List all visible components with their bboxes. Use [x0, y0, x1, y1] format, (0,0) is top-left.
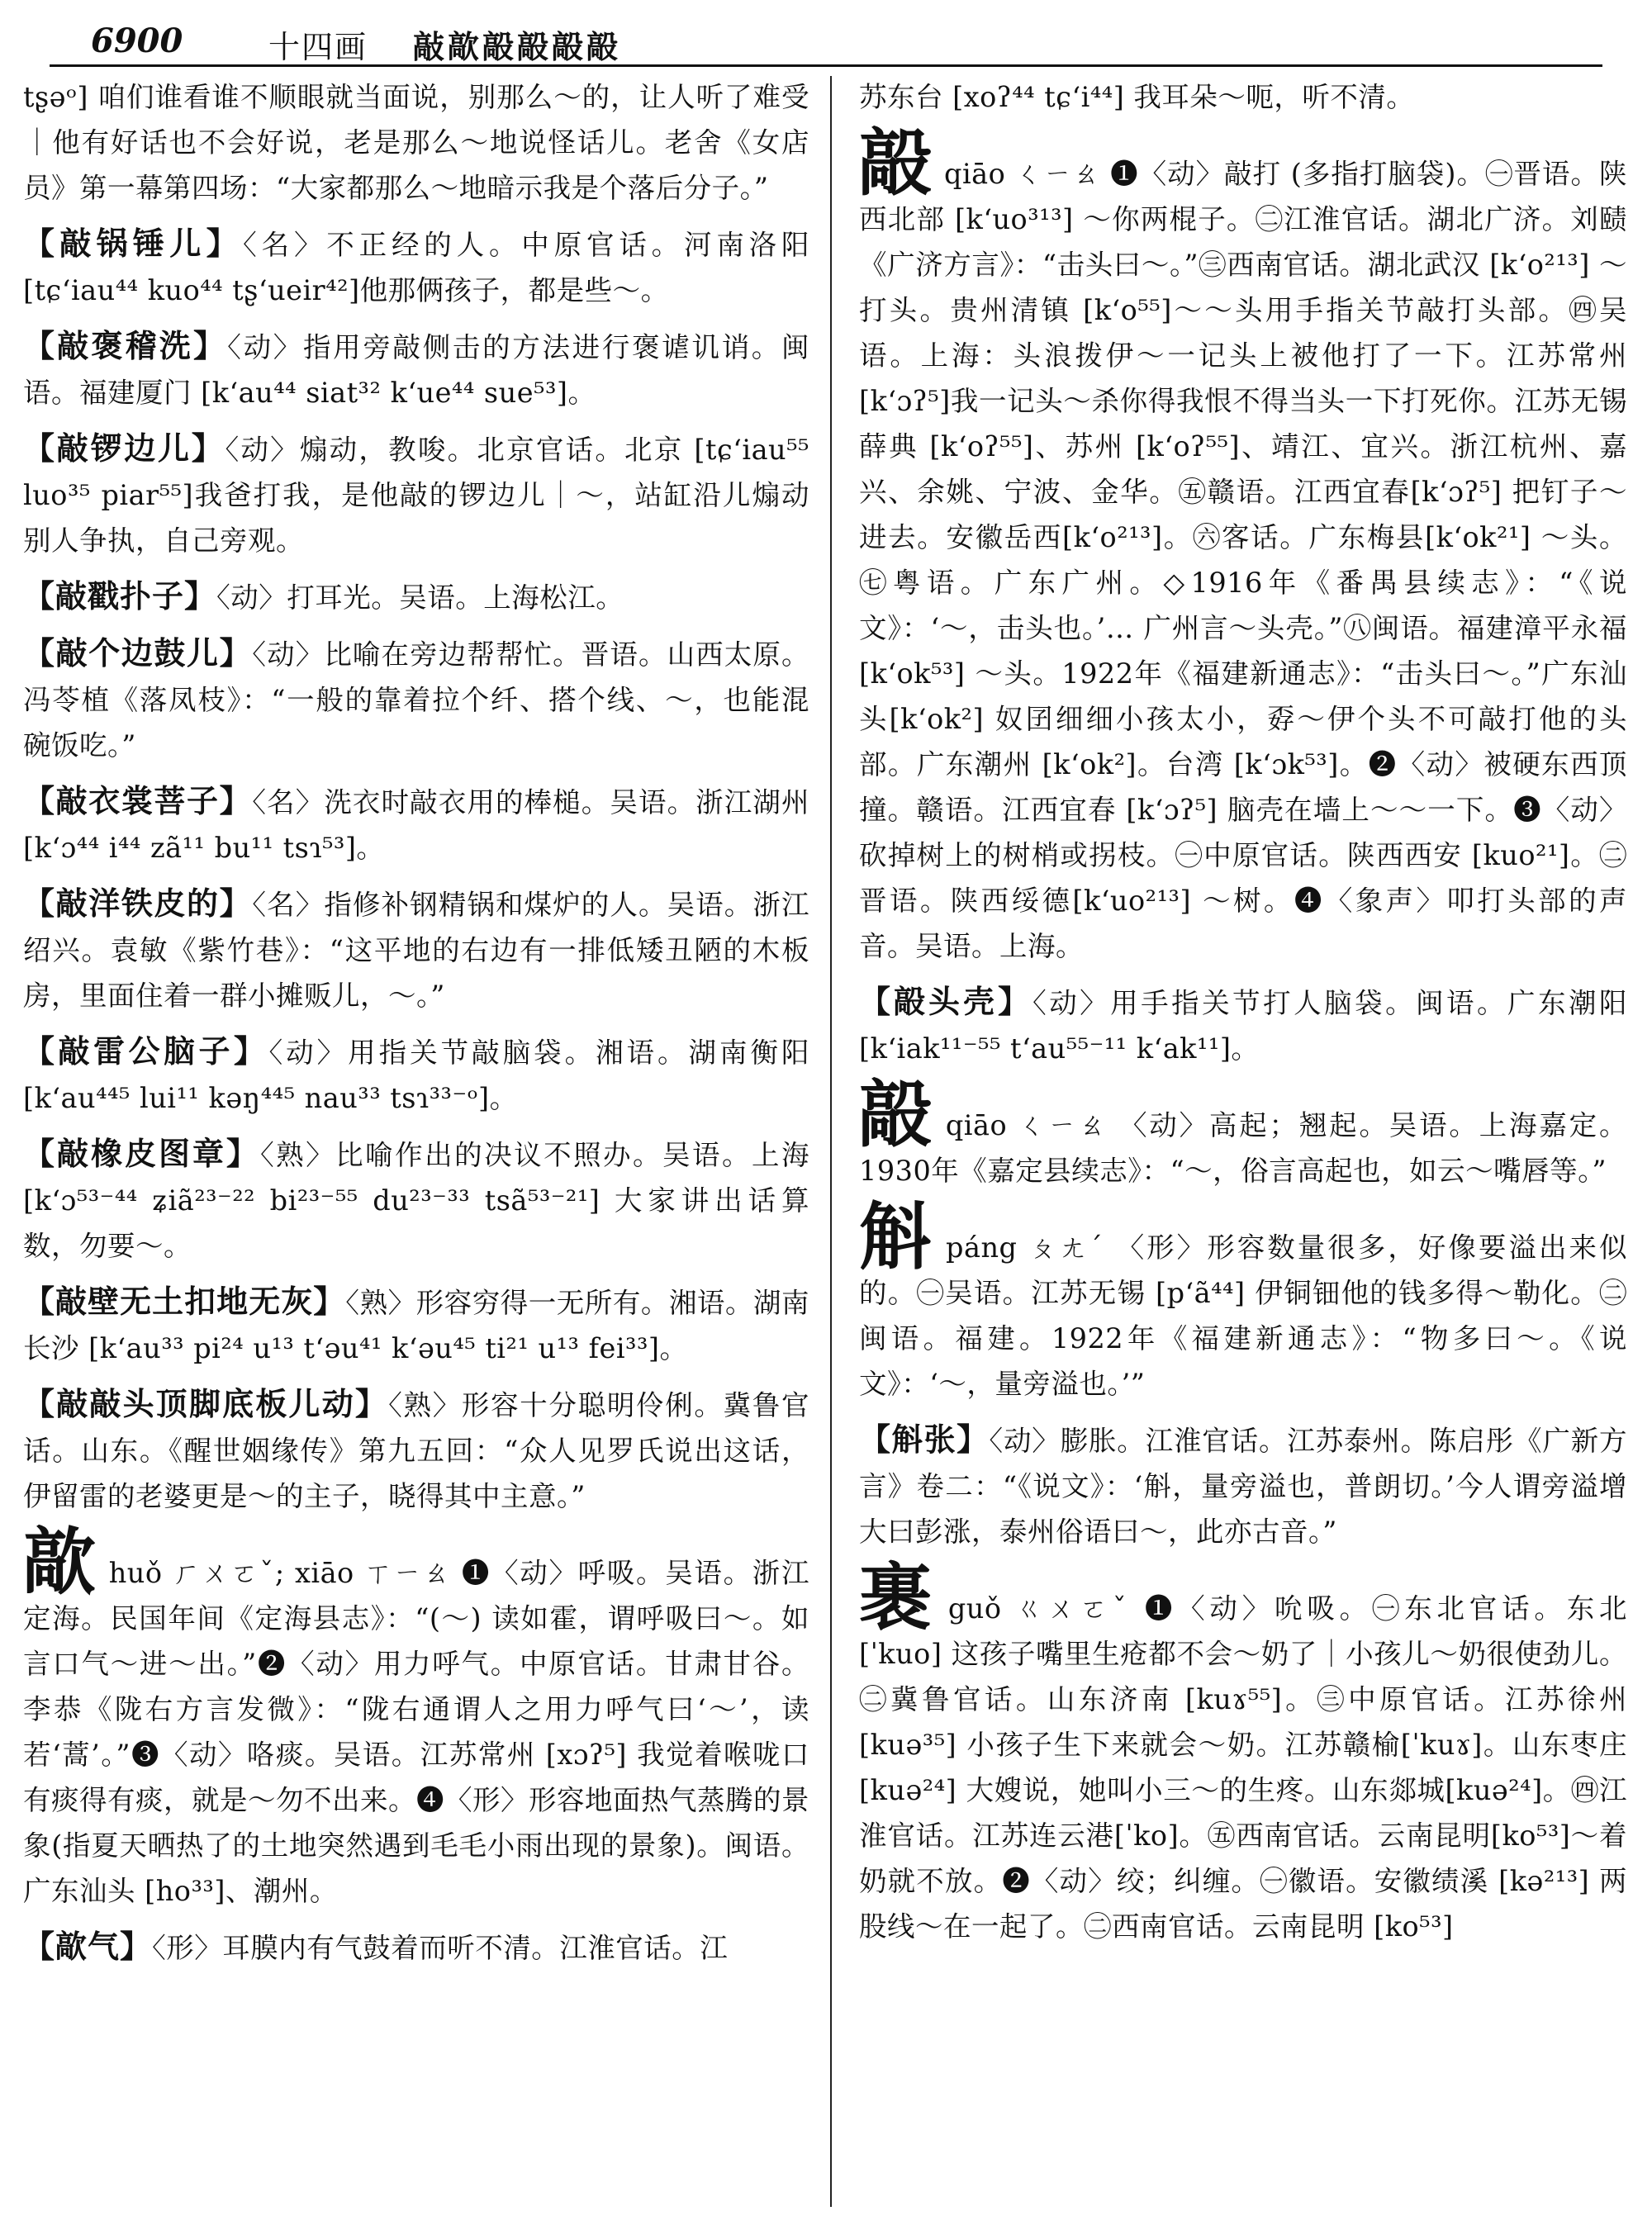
entry-3: 【敲锣边儿】〈动〉煽动，教唆。北京官话。北京 [tɕʻiau⁵⁵ luo³⁵ piar⁵⁵]我爸打我，是他敲的锣边儿｜～，站缸沿儿煽动别人争执，自己旁观。	[23, 429, 809, 557]
headword-2: 毃qiāo ㄑㄧㄠ ❶〈动〉敲打 (多指打脑袋)。㊀晋语。陕西北部 [kʻuo³¹³] ～你两棍子。㊁江淮官话。湖北广济。刘赜《广济方言》：“击头曰～。”㊂西南官话。湖北武汉 [kʻo²¹³] ～打头。贵州清镇 [kʻo⁵⁵]～～头用手指关节敲打头部。㊃吴语。上海：头浪拨伊～一记头上被他打了一下。江苏常州[kʻɔʔ⁵]我一记头～杀你得我恨不得当头一下打死你。江苏无锡薛典 [kʻoʔ⁵⁵]、苏州 [kʻoʔ⁵⁵]、靖江、宜兴。浙江杭州、嘉兴、余姚、宁波、金华。㊄赣语。江西宜春[kʻɔʔ⁵] 把钉子～进去。安徽岳西[kʻo²¹³]。㊅客话。广东梅县[kʻok²¹] ～头。㊆粤语。广东广州。◇1916年《番禺县续志》：“《说文》：‘～，击头也。’… 广州言～头壳。”㊇闽语。福建漳平永福 [kʻok⁵³] ～头。1922年《福建新通志》：“击头曰～。”广东汕头[kʻok²] 奴囝细细小孩太小，孬～伊个头不可敲打他的头部。广东潮州 [kʻok²]。台湾 [kʻɔk⁵³]。❷〈动〉被硬东西顶撞。赣语。江西宜春 [kʻɔʔ⁵] 脑壳在墙上～～一下。❸〈动〉砍掉树上的树梢或拐枝。㊀中原官话。陕西西安 [kuo²¹]。㊁晋语。陕西绥德[kʻuo²¹³] ～树。❹〈象声〉叩打头部的声音。吴语。上海。	[859, 120, 1627, 962]
para-continuation: tʂəᵒ] 咱们谁看谁不顺眼就当面说，别那么～的，让人听了难受｜他有好话也不会好说，老是那么～地说怪话儿。老舍《女店员》第一幕第四场：“大家都那么～地暗示我是个落后分子。”	[23, 81, 809, 204]
headword-char: 歊	[23, 1519, 97, 1605]
entry-11: 【敲敲头顶脚底板儿动】〈熟〉形容十分聪明伶俐。冀鲁官话。山东。《醒世姻缘传》第九五回：“众人见罗氏说出这话，伊留雷的老婆更是～的主子，晓得其中主意。”	[23, 1385, 809, 1512]
headword-3: 毃qiāo ㄑㄧㄠ 〈动〉高起；翘起。吴语。上海嘉定。1930年《嘉定县续志》：“～，俗言高起也，如云～嘴唇等。”	[859, 1071, 1627, 1187]
entry-2: 【敲褒稽洗】〈动〉指用旁敲侧击的方法进行褒谑讥诮。闽语。福建厦门 [kʻau⁴⁴ siat³² kʻue⁴⁴ sue⁵³]。	[23, 327, 809, 409]
headword-char: 毃	[859, 120, 933, 206]
entry-9: 【敲橡皮图章】〈熟〉比喻作出的决议不照办。吴语。上海 [kʻɔ⁵³⁻⁴⁴ ʑiã²³⁻²² bi²³⁻⁵⁵ du²³⁻³³ tsã⁵³⁻²¹] 大家讲出话算数，勿要～。	[23, 1135, 809, 1262]
entry-8: 【敲雷公脑子】〈动〉用指关节敲脑袋。湘语。湖南衡阳[kʻau⁴⁴⁵ lui¹¹ kəŋ⁴⁴⁵ nau³³ tsɿ³³⁻ᵒ]。	[23, 1032, 809, 1114]
stroke-section: 十四画	[268, 29, 368, 65]
entry-6: 【敲衣裳菩子】〈名〉洗衣时敲衣用的棒槌。吴语。浙江湖州 [kʻɔ⁴⁴ i⁴⁴ zã¹¹ bu¹¹ tsɿ⁵³]。	[23, 782, 809, 864]
entry-12: 【歊气】〈形〉耳膜内有气鼓着而听不清。江淮官话。江	[23, 1928, 729, 1965]
entry-4: 【敲戳扑子】〈动〉打耳光。吴语。上海松江。	[23, 577, 624, 614]
entry-10: 【敲壁无土扣地无灰】〈熟〉形容穷得一无所有。湘语。湖南长沙 [kʻau³³ pi²⁴ u¹³ tʻəu⁴¹ kʻəu⁴⁵ ti²¹ u¹³ fei³³]。	[23, 1283, 809, 1364]
headword-char: 裹	[859, 1554, 937, 1640]
entry-7: 【敲洋铁皮的】〈名〉指修补钢精锅和煤炉的人。吴语。浙江绍兴。袁敏《紫竹巷》：“这平地的右边有一排低矮丑陋的木板房，里面住着一群小摊贩儿，～。”	[23, 885, 809, 1012]
column-divider	[830, 76, 832, 2207]
headword-char: 斛	[859, 1193, 935, 1279]
header-headwords: 敲歊毃毃毃毃	[413, 28, 622, 65]
headword-char: 毃	[859, 1071, 934, 1157]
para-continuation: 苏东台 [xoʔ⁴⁴ tɕʻi⁴⁴] 我耳朵～呃，听不清。	[859, 81, 1415, 113]
left-column	[23, 74, 809, 2213]
right-column	[859, 74, 1627, 2213]
entry-14: 【斛张】〈动〉膨胀。江淮官话。江苏泰州。陈启彤《广新方言》卷二：“《说文》：‘斛，量旁溢也，普朗切。’今人谓旁溢增大曰彭涨，泰州俗语曰～，此亦古音。”	[859, 1421, 1627, 1548]
entry-13: 【毃头壳】〈动〉用手指关节打人脑袋。闽语。广东潮阳 [kʻiak¹¹⁻⁵⁵ tʻau⁵⁵⁻¹¹ kʻak¹¹]。	[859, 983, 1627, 1065]
headword-5: 裹guǒ ㄍㄨㄛˇ ❶〈动〉吮吸。㊀东北官话。东北 [ˈkuo] 这孩子嘴里生疮都不会～奶了｜小孩儿～奶很使劲儿。㊁冀鲁官话。山东济南 [kuɤ⁵⁵]。㊂中原官话。江苏徐州 [kuə³⁵] 小孩子生下来就会～奶。江苏赣榆[ˈkuɤ]。山东枣庄[kuə²⁴] 大嫂说，她叫小三～的生疼。山东郯城[kuə²⁴]。㊃江淮官话。江苏连云港[ˈko]。㊄西南官话。云南昆明[ko⁵³]～着奶就不放。❷〈动〉绞；纠缠。㊀徽语。安徽绩溪 [kə²¹³] 两股线～在一起了。㊁西南官话。云南昆明 [ko⁵³]	[859, 1554, 1627, 1943]
entry-5: 【敲个边鼓儿】〈动〉比喻在旁边帮帮忙。晋语。山西太原。冯苓植《落凤枝》：“一般的靠着拉个纤、搭个线、～，也能混碗饭吃。”	[23, 634, 809, 762]
headword-1: 歊huǒ ㄏㄨㄛˇ; xiāo ㄒㄧㄠ ❶〈动〉呼吸。吴语。浙江定海。民国年间《定海县志》：“(～) 读如霍，谓呼吸曰～。如言口气～进～出。”❷〈动〉用力呼气。中原官话。甘肃甘谷。李恭《陇右方言发微》：“陇右通谓人之用力呼气曰‘～’，读若‘蒿’。”❸〈动〉咯痰。吴语。江苏常州 [xɔʔ⁵] 我觉着喉咙口有痰得有痰，就是～勿不出来。❹〈形〉形容地面热气蒸腾的景象(指夏天晒热了的土地突然遇到毛毛小雨出现的景象)。闽语。广东汕头 [ho³³]、潮州。	[23, 1519, 809, 1907]
page-number: 6900	[91, 21, 183, 60]
page-header	[50, 15, 1602, 67]
entry-1: 【敲锅锤儿】〈名〉不正经的人。中原官话。河南洛阳 [tɕʻiau⁴⁴ kuo⁴⁴ tʂʻueir⁴²]他那俩孩子，都是些～。	[23, 225, 809, 306]
headword-4: 斛páng ㄆㄤˊ 〈形〉形容数量很多，好像要溢出来似的。㊀吴语。江苏无锡 [pʻã⁴⁴] 伊铜钿他的钱多得～勒化。㊁闽语。福建。1922年《福建新通志》：“物多曰～。《说文》：‘～，量旁溢也。’”	[859, 1193, 1627, 1400]
